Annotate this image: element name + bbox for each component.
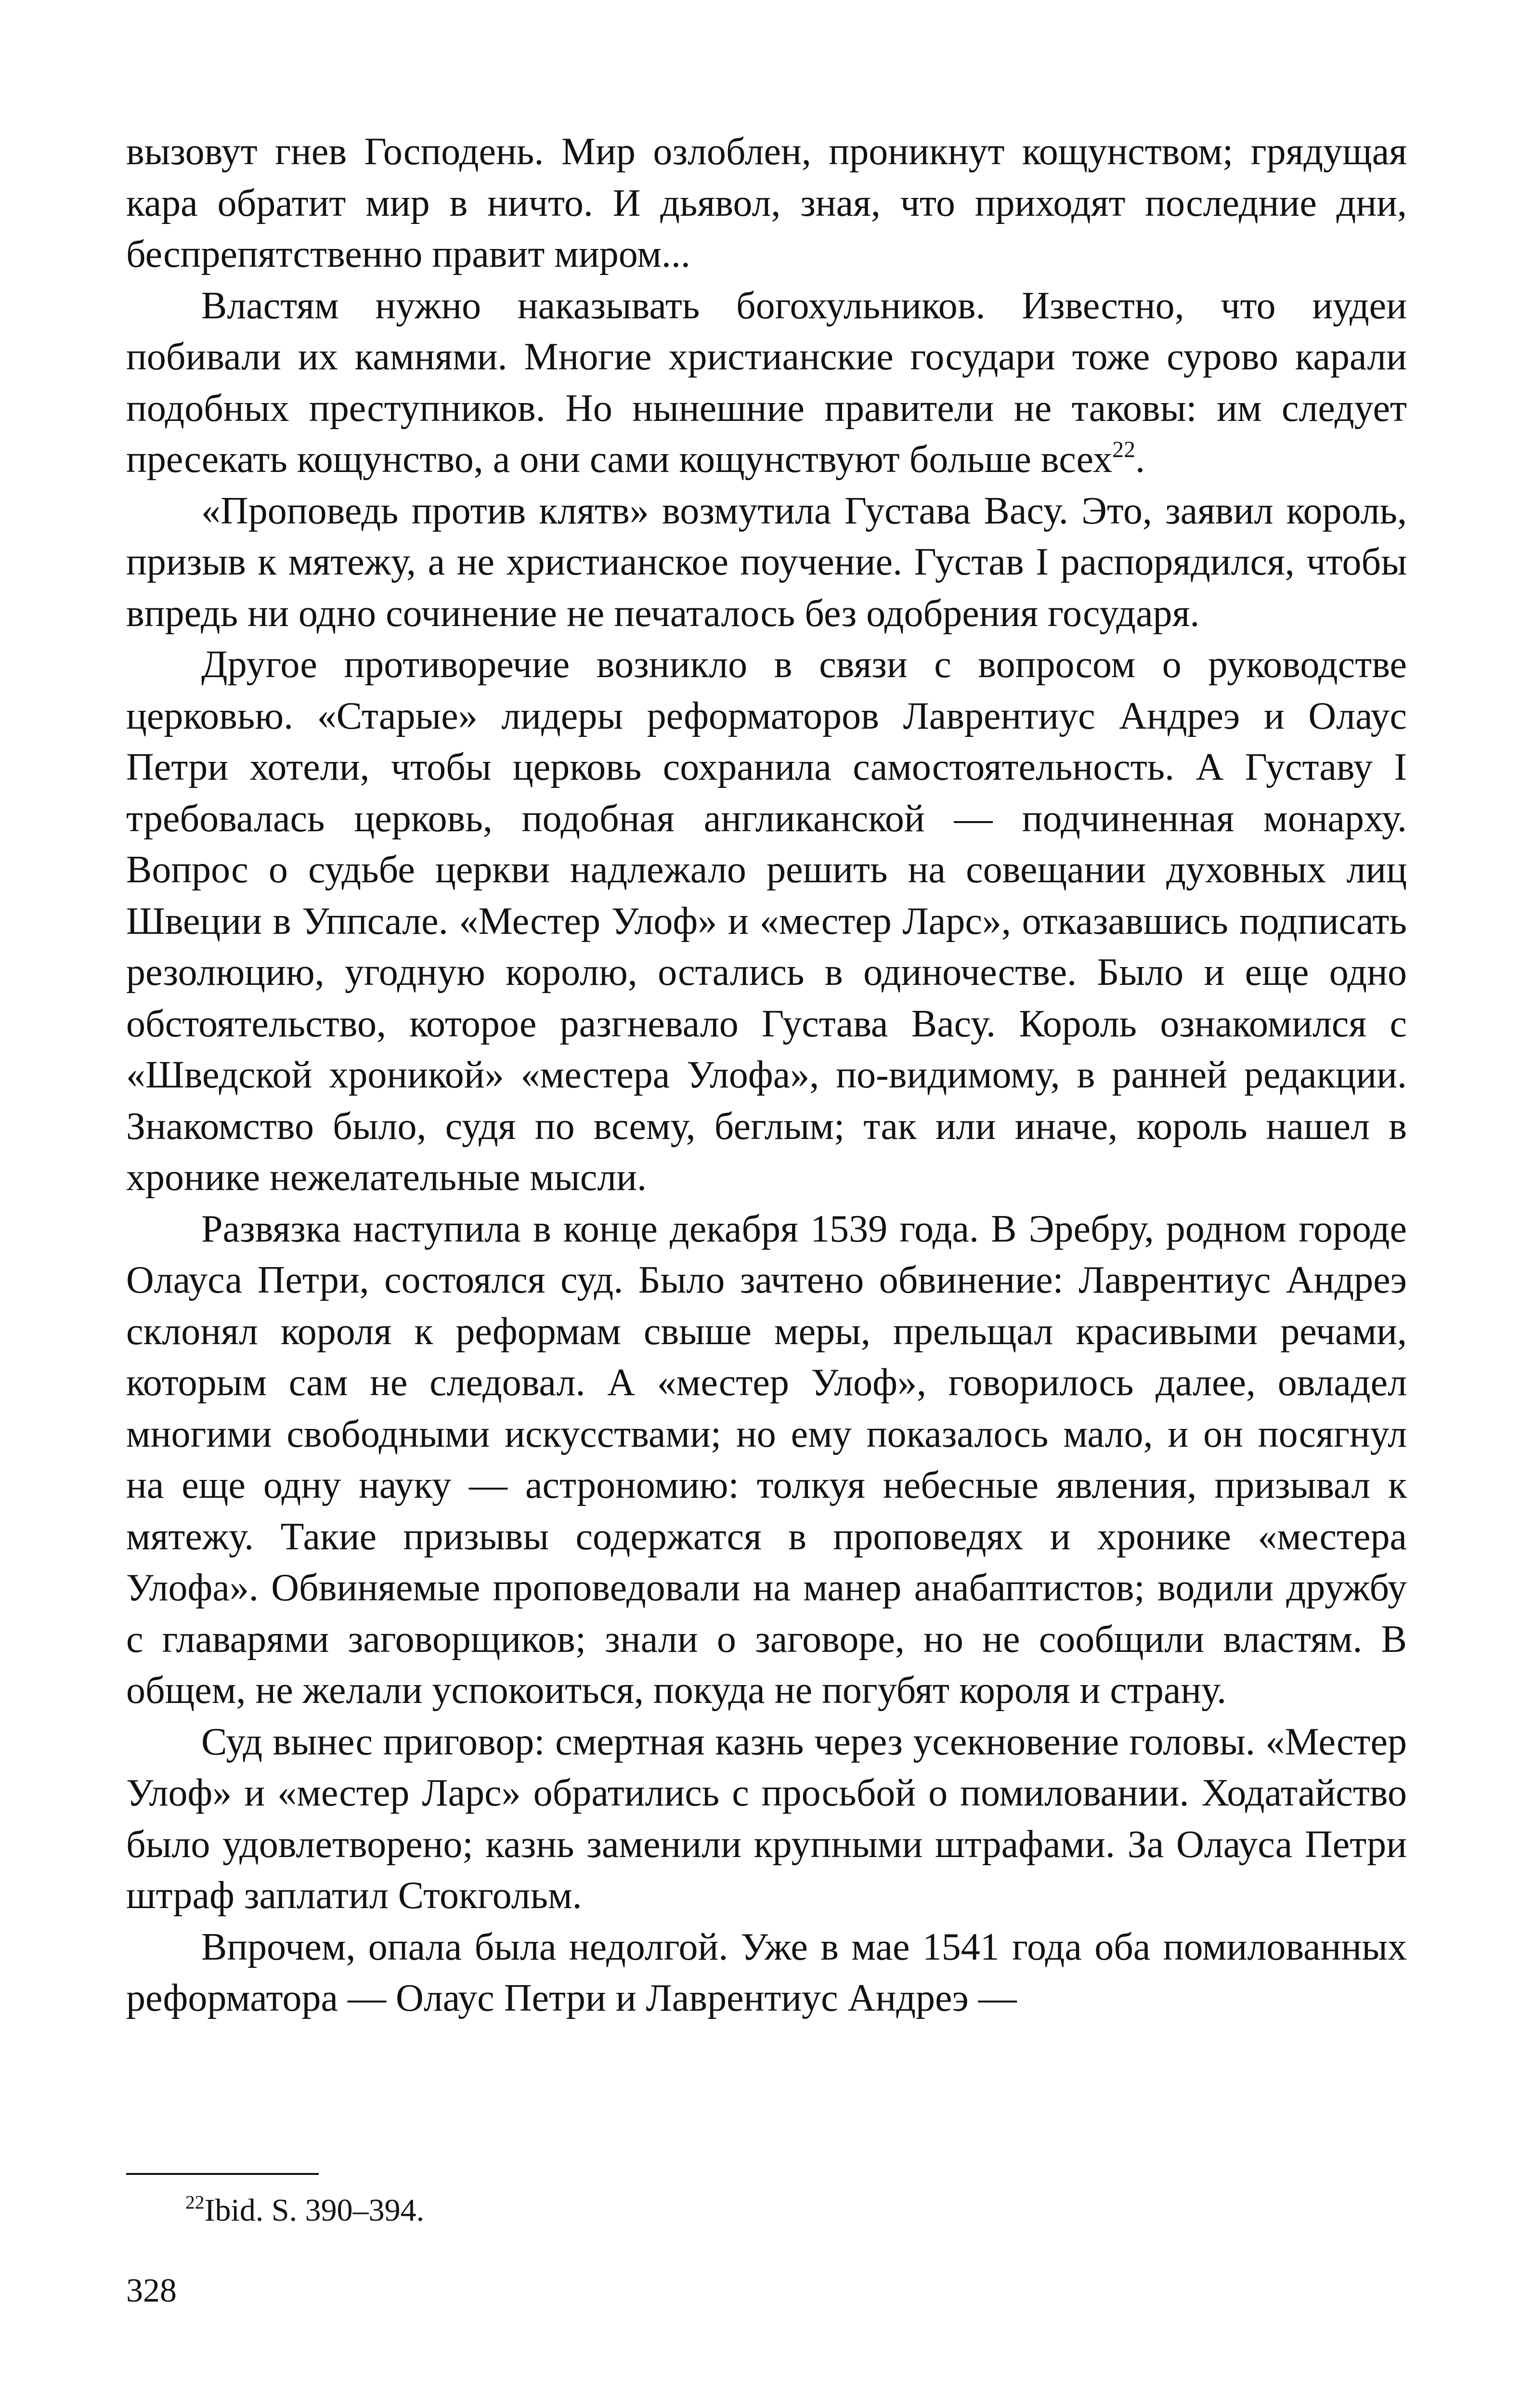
- paragraph-1: вызовут гнев Господень. Мир озлоблен, проникнут кощунством; грядущая кара обратит мир в ничто. И дьявол, зная, что приходят последние дни, беспрепятственно правит миром...: [126, 131, 1407, 275]
- page-number: 328: [126, 2272, 177, 2309]
- paragraph-4: Другое противоречие возникло в связи с вопросом о руководстве церковью. «Старые» лидеры реформаторов Лаврентиус Андреэ и Олаус Петри хотели, чтобы церковь сохранила самостоятельность. А Густаву I требовалась церковь, подобная англиканской — подчиненная монарху. Вопрос о судьбе церкви надлежало решить на совещании духовных лиц Швеции в Уппсале. «Местер Улоф» и «местер Ларс», отказавшись подписать резолюцию, угодную королю, остались в одиночестве. Было и еще одно обстоятельство, которое разгневало Густава Васу. Король ознакомился с «Шведской хроникой» «местера Улофа», по-видимому, в ранней редакции. Знакомство было, судя по всему, беглым; так или иначе, король нашел в хронике нежелательные мысли.: [126, 643, 1407, 1199]
- paragraph-2: [126, 280, 1407, 485]
- paragraph-7: Впрочем, опала была недолгой. Уже в мае 1541 года оба помилованных реформатора — Олаус Петри и Лаврентиус Андреэ —: [126, 1925, 1407, 2019]
- paragraph-3: «Проповедь против клятв» возмутила Густава Васу. Это, заявил король, призыв к мятежу, а не христианское поучение. Густав I распорядился, чтобы впредь ни одно сочинение не печаталось без одобрения государя.: [126, 489, 1407, 635]
- main-text: [126, 126, 1407, 2024]
- footnote-number: 22: [185, 2191, 205, 2213]
- footnote-divider: [126, 2173, 319, 2175]
- footnote: [185, 2189, 424, 2232]
- footnote-text: Ibid. S. 390–394.: [204, 2193, 425, 2228]
- paragraph-2-text: Властям нужно наказывать богохульников. Известно, что иудеи побивали их камнями. Многие христианские государи тоже сурово карали подобных преступников. Но нынешние правители не таковы: им следует пресекать кощунство, а они сами кощунствуют больше всех: [126, 284, 1407, 481]
- paragraph-6: Суд вынес приговор: смертная казнь через усекновение головы. «Местер Улоф» и «местер Ларс» обратились с просьбой о помиловании. Ходатайство было удовлетворено; казнь заменили крупными штрафами. За Олауса Петри штраф заплатил Стокгольм.: [126, 1720, 1407, 1917]
- paragraph-2-end-punct: .: [1135, 438, 1145, 481]
- paragraph-5: Развязка наступила в конце декабря 1539 года. В Эребру, родном городе Олауса Петри, состоялся суд. Было зачтено обвинение: Лаврентиус Андреэ склонял короля к реформам свыше меры, прельщал красивыми речами, которым сам не следовал. А «местер Улоф», говорилось далее, овладел многими свободными искусствами; но ему показалось мало, и он посягнул на еще одну науку — астрономию: толкуя небесные явления, призывал к мятежу. Такие призывы содержатся в проповедях и хронике «местера Улофа». Обвиняемые проповедовали на манер анабаптистов; водили дружбу с главарями заговорщиков; знали о заговоре, но не сообщили властям. В общем, не желали успокоиться, покуда не погубят короля и страну.: [126, 1207, 1407, 1712]
- footnote-reference: 22: [1112, 436, 1136, 462]
